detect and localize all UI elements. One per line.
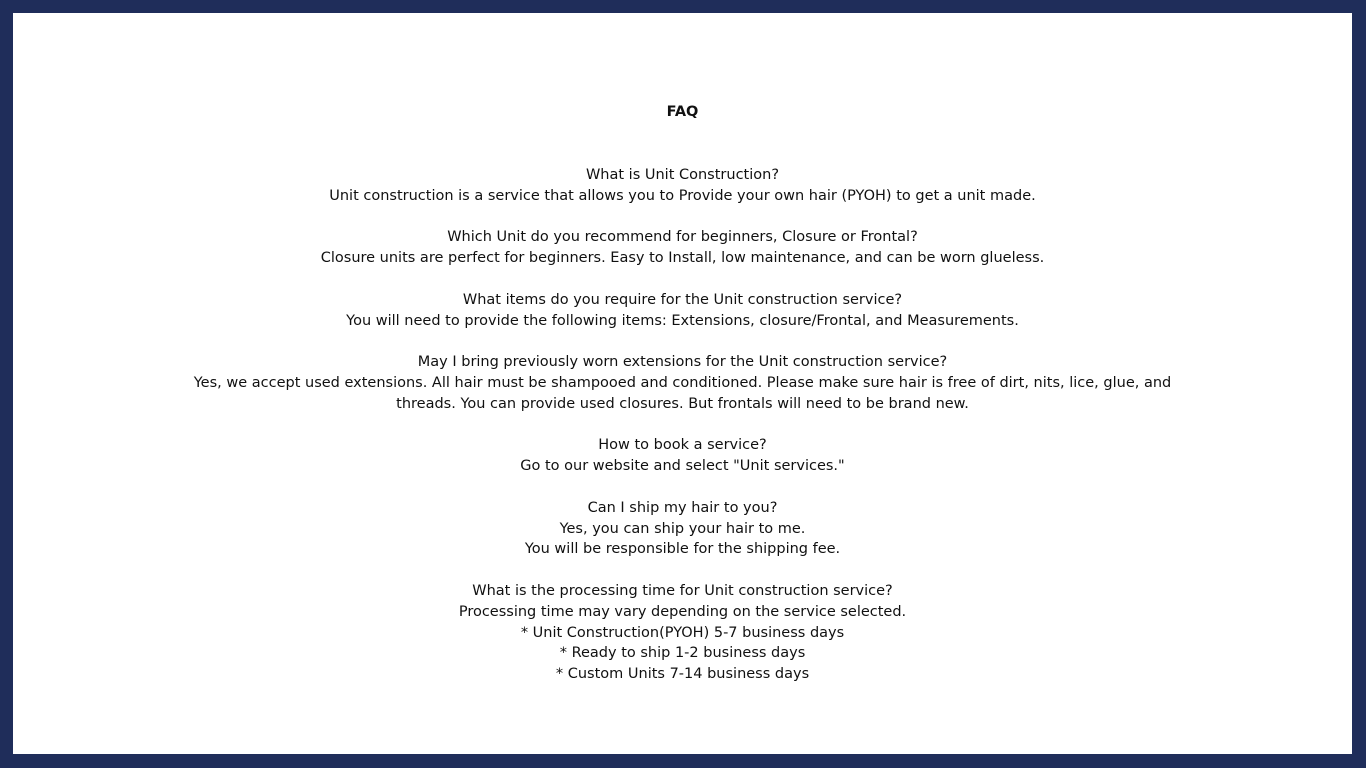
faq-answer: Processing time may vary depending on the service selected. <box>458 603 907 620</box>
faq-question: What is Unit Construction? <box>585 167 780 183</box>
faq-answer: * Unit Construction(PYOH) 5-7 business days <box>520 624 845 641</box>
faq-question: How to book a service? <box>598 437 767 454</box>
faq-question: What items do you require for the Unit construction service? <box>462 291 903 308</box>
faq-answer: Closure units are perfect for beginners. Easy to Install, low maintenance, and can be worn glueless. <box>320 250 1045 267</box>
faq-answer: * Custom Units 7-14 business days <box>555 666 810 683</box>
faq-answer: * Ready to ship 1-2 business days <box>559 645 806 662</box>
faq-answer: Unit construction is a service that allows you to Provide your own hair (PYOH) to get a unit made. <box>329 187 1036 204</box>
faq-answer: You will be responsible for the shipping fee. <box>524 541 841 558</box>
faq-item <box>13 581 1352 685</box>
page-panel <box>13 13 1352 754</box>
faq-question: What is the processing time for Unit construction service? <box>472 582 893 599</box>
faq-list <box>13 165 1352 706</box>
faq-answer: You will need to provide the following items: Extensions, closure/Frontal, and Measurements. <box>346 312 1019 329</box>
faq-answer: Go to our website and select "Unit services." <box>520 458 845 475</box>
faq-item <box>13 227 1352 269</box>
faq-item <box>13 435 1352 477</box>
faq-item <box>13 165 1352 207</box>
faq-question: Can I ship my hair to you? <box>587 499 778 516</box>
faq-item <box>13 498 1352 560</box>
faq-answer: threads. You can provide used closures. But frontals will need to be brand new. <box>396 395 969 412</box>
page-title: FAQ <box>666 104 699 120</box>
faq-question: Which Unit do you recommend for beginners, Closure or Frontal? <box>447 229 918 246</box>
faq-answer: Yes, you can ship your hair to me. <box>559 520 806 537</box>
faq-answer: Yes, we accept used extensions. All hair must be shampooed and conditioned. Please make sure hair is free of dirt, nits, lice, glue, and <box>193 374 1172 391</box>
faq-item <box>13 352 1352 414</box>
faq-item <box>13 290 1352 332</box>
faq-question: May I bring previously worn extensions for the Unit construction service? <box>417 354 948 371</box>
